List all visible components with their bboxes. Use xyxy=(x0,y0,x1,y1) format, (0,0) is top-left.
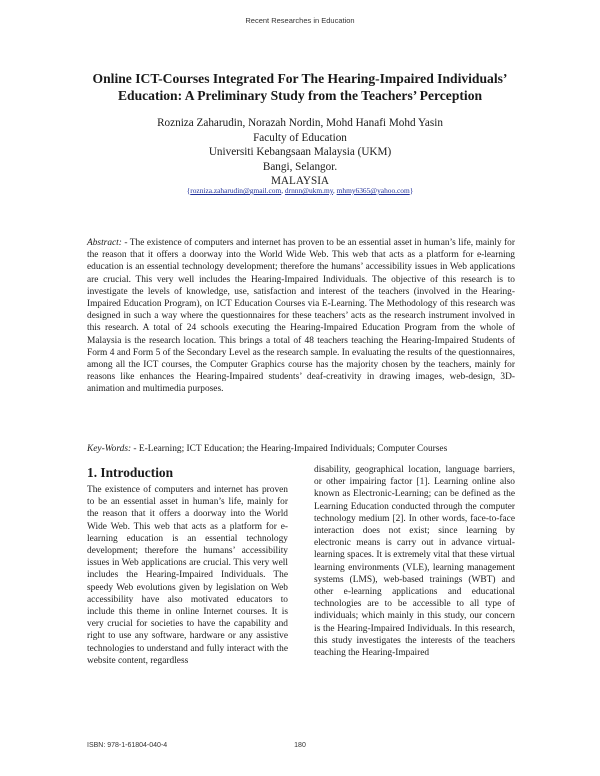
author-faculty: Faculty of Education xyxy=(253,131,347,144)
column-right xyxy=(314,464,515,659)
author-university: Universiti Kebangsaan Malaysia (UKM) xyxy=(208,146,392,159)
keywords-text: E-Learning; ICT Education; the Hearing-Impaired Individuals; Computer Courses xyxy=(138,444,448,454)
email-brace-close: } xyxy=(409,186,414,195)
author-city: Bangi, Selangor. xyxy=(262,160,338,173)
title-line-1: Online ICT-Courses Integrated For The Hearing-Impaired Individuals’ xyxy=(92,71,508,86)
email-link-2[interactable]: drnnn@ukm.my xyxy=(284,186,333,195)
author-names: Rozniza Zaharudin, Norazah Nordin, Mohd Hanafi Mohd Yasin xyxy=(157,117,443,129)
footer-page-number: 180 xyxy=(294,742,306,749)
title-line-2: Education: A Preliminary Study from the Teachers’ Perception xyxy=(117,88,483,103)
abstract xyxy=(87,237,515,396)
footer-isbn: ISBN: 978-1-61804-040-4 xyxy=(87,742,168,749)
author-block xyxy=(60,116,540,189)
email-separator: , xyxy=(332,186,337,195)
email-link-1[interactable]: rozniza.zaharudin@gmail.com xyxy=(190,186,282,195)
email-brace-open: { xyxy=(186,186,191,195)
column-left xyxy=(87,464,288,667)
keywords xyxy=(87,443,515,455)
running-header: Recent Researches in Education xyxy=(245,16,355,25)
author-country: MALAYSIA xyxy=(270,175,330,188)
author-emails xyxy=(60,186,540,195)
keywords-label: Key-Words: - xyxy=(87,444,137,454)
section-heading-introduction: 1. Introduction xyxy=(87,465,174,480)
intro-paragraph-right: disability, geographical location, language barriers, or other impairing factor [1]. Learning online also known as Electronic-Learning; can be defined as the Learning Education conducted through the computer technology medium [2]. In other words, face-to-face interaction does not exist; since learning by electronic means is carry out in advance virtual-learning spaces. It is extremely vital that these virtual learning environments (VLE), learning management systems (LMS), web-based trainings (WBT) and other e-learning applications and educational technologies are to be accessible to all type of individuals; which mainly in this study, our concern is the Hearing-Impaired Individuals. In this research, this study investigates the interests of the teachers teaching the Hearing-Impaired xyxy=(314,465,515,659)
abstract-text: The existence of computers and internet has proven to be an essential asset in human’s life, mainly for the reason that it offers a doorway into the World Wide Web. This web that acts as a platform for e-learning education is an essential technology development; therefore the humans’ accessibility issues in Web applications are crucial. This very well includes the Hearing-Impaired Individuals. The objective of this research is to investigate the levels of knowledge, use, satisfaction and interest of the teachers (involved in the Hearing-Impaired Education Program), on ICT Education Courses via E-Learning. The Methodology of this research was designed in such a way where the questionnaires for these teachers’ acts as the research instrument involved in this research. A total of 24 schools executing the Hearing-Impaired Education Program from the whole of Malaysia is the research location. This brings a total of 48 teachers teaching the Hearing-Impaired Students of Form 4 and Form 5 of the Secondary Level as the research sample. In evaluating the results of the questionnaires, among all the ICT courses, the Computer Graphics course has the majority chosen by the teachers, mainly for reasons like enhances the Hearing-Impaired students’ deaf-creativity in drawing images, web-design, 3D-animation and multimedia purposes. xyxy=(87,238,515,395)
email-link-3[interactable]: mhmy6365@yahoo.com xyxy=(336,186,410,195)
email-separator: , xyxy=(281,186,285,195)
paper-title xyxy=(60,70,540,104)
abstract-label: Abstract: - xyxy=(87,238,128,248)
intro-paragraph-left: The existence of computers and internet has proven to be an essential asset in human’s life, mainly for the reason that it offers a doorway into the World Wide Web. This web that acts as a platform for e-learning education is an essential technology development; therefore the humans’ accessibility issues in Web applications are crucial. This very well includes the Hearing-Impaired Individuals. The speedy Web evolutions given by legislation on Web accessibility have also motivated educators to include this theme in online Internet courses. It is very crucial for societies to have the capability and right to use any software, hardware or any assistive technologies to understand and fully interact with the website content, regardless xyxy=(87,485,288,666)
